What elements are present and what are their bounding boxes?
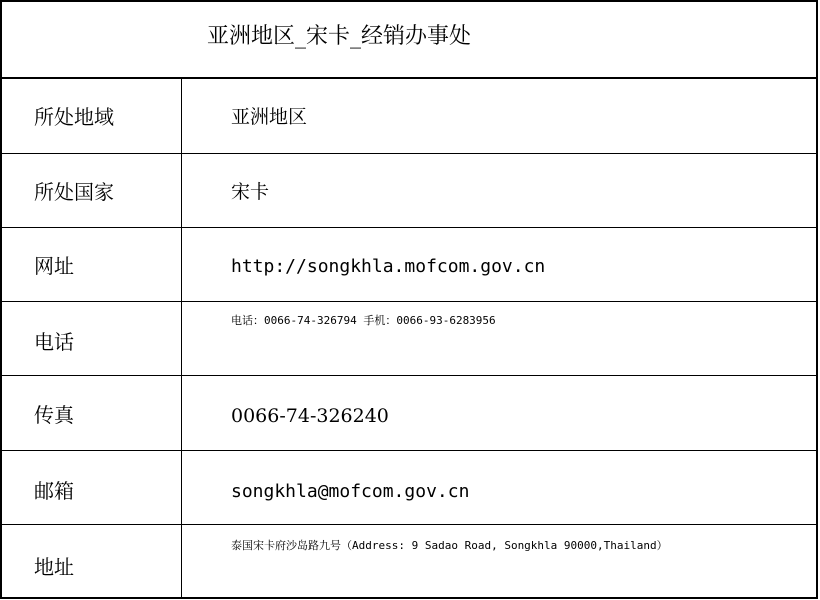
label-address: 地址 [34, 555, 74, 579]
row-email [2, 451, 818, 525]
row-website [2, 228, 818, 302]
table-title: 亚洲地区_宋卡_经销办事处 [207, 24, 472, 49]
label-fax: 传真 [34, 403, 74, 427]
row-country [2, 154, 818, 228]
row-region [2, 79, 818, 154]
label-email: 邮箱 [34, 479, 74, 503]
label-website: 网址 [34, 254, 74, 278]
table-body [0, 79, 818, 599]
value-country: 宋卡 [231, 181, 270, 203]
value-address: 泰国宋卡府沙岛路九号（Address: 9 Sadao Road, Songkhla 90000,Thailand） [231, 539, 668, 552]
value-region: 亚洲地区 [231, 106, 308, 128]
value-fax: 0066-74-326240 [231, 405, 389, 427]
title-cell [0, 0, 818, 79]
row-fax [2, 376, 818, 451]
value-website[interactable]: http://songkhla.mofcom.gov.cn [231, 256, 546, 277]
label-country: 所处国家 [34, 180, 114, 204]
row-phone [2, 302, 818, 376]
label-phone: 电话 [34, 330, 74, 354]
row-address [2, 525, 818, 597]
value-email[interactable]: songkhla@mofcom.gov.cn [231, 481, 470, 502]
label-region: 所处地域 [34, 105, 114, 129]
value-phone: 电话：0066-74-326794 手机：0066-93-6283956 [231, 314, 496, 327]
